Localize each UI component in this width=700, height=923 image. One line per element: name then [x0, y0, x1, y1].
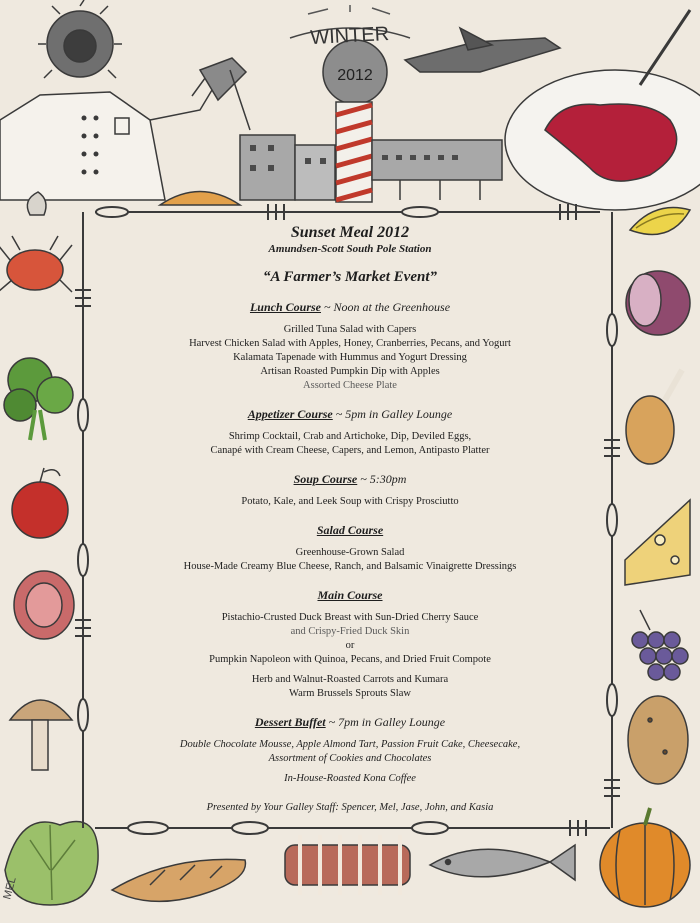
menu-item: Herb and Walnut-Roasted Carrots and Kumara — [251, 674, 449, 685]
course-heading — [95, 472, 605, 487]
menu-item: In-House-Roasted Kona Coffee — [284, 773, 416, 784]
crab-icon — [0, 236, 72, 292]
course-lunch — [95, 300, 605, 393]
potato-icon — [628, 696, 688, 784]
course-soup — [95, 472, 605, 509]
steak-icon — [14, 571, 74, 639]
menu-item: Pistachio-Crusted Duck Breast with Sun-Dried Cherry Sauce — [221, 612, 479, 623]
menu-item: Greenhouse-Grown Salad — [295, 547, 405, 558]
cheese-icon — [625, 500, 690, 585]
lettuce-icon — [5, 822, 98, 905]
course-main — [95, 588, 605, 701]
course-note: ~ Noon at the Greenhouse — [321, 300, 451, 314]
course-heading — [95, 588, 605, 603]
menu-item: House-Made Creamy Blue Cheese, Ranch, and Balsamic Vinaigrette Dressings — [183, 561, 517, 572]
menu-subtitle: Amundsen-Scott South Pole Station — [268, 243, 432, 255]
course-name: Main Course — [317, 588, 383, 602]
menu-item: Double Chocolate Mousse, Apple Almond Tart, Passion Fruit Cake, Cheesecake, — [179, 739, 521, 750]
course-note: ~ 5:30pm — [357, 472, 407, 486]
artist-signature: MEL — [1, 875, 19, 901]
fish-icon — [430, 845, 575, 880]
broccoli-icon — [4, 358, 73, 440]
menu-item: Pumpkin Napoleon with Quinoa, Pecans, and Dried Fruit Compote — [209, 654, 491, 665]
apple-icon — [12, 468, 68, 538]
mushroom-icon — [10, 700, 72, 770]
course-salad — [95, 523, 605, 574]
menu-item: Assorted Cheese Plate — [303, 380, 397, 391]
menu-item: Kalamata Tapenade with Hummus and Yogurt Dressing — [233, 352, 467, 363]
course-dessert — [95, 715, 605, 786]
chef-icon — [0, 0, 250, 200]
ribs-icon — [285, 835, 410, 895]
course-note: ~ 7pm in Galley Lounge — [325, 715, 446, 729]
menu-content — [95, 222, 605, 817]
menu-item: and Crispy-Fried Duck Skin — [290, 626, 410, 637]
menu-item: Grilled Tuna Salad with Capers — [283, 324, 417, 335]
course-name: Appetizer Course — [247, 407, 333, 421]
menu-item: Assortment of Cookies and Chocolates — [268, 753, 432, 764]
menu-title: Sunset Meal 2012 — [290, 224, 410, 241]
course-heading — [95, 407, 605, 422]
drumstick-icon — [626, 370, 682, 464]
grapes-icon — [632, 610, 688, 680]
course-name: Soup Course — [293, 472, 358, 486]
menu-item: Canapé with Cream Cheese, Capers, and Lemon, Antipasto Platter — [210, 445, 490, 456]
menu-item: Warm Brussels Sprouts Slaw — [289, 688, 411, 699]
baguette-icon — [112, 859, 245, 901]
menu-item: Potato, Kale, and Leek Soup with Crispy Prosciutto — [241, 496, 459, 507]
menu-item: Shrimp Cocktail, Crab and Artichoke, Dip, Deviled Eggs, — [228, 431, 472, 442]
course-heading — [95, 300, 605, 315]
lemon-icon — [630, 208, 690, 235]
menu-item: or — [345, 640, 355, 651]
menu-item: Artisan Roasted Pumpkin Dip with Apples — [260, 366, 440, 377]
course-heading — [95, 715, 605, 730]
presented-by: Presented by Your Galley Staff: Spencer, Mel, Jase, John, and Kasia — [206, 802, 494, 813]
course-name: Lunch Course — [249, 300, 321, 314]
winter-banner-text: WINTER — [309, 22, 390, 50]
pumpkin-icon — [600, 808, 690, 907]
menu-item: Harvest Chicken Salad with Apples, Honey, Cranberries, Pecans, and Yogurt — [189, 338, 511, 349]
event-name: “A Farmer’s Market Event” — [262, 269, 438, 285]
course-name: Salad Course — [316, 523, 384, 537]
airplane-icon — [405, 28, 560, 72]
course-name: Dessert Buffet — [254, 715, 326, 729]
course-heading — [95, 523, 605, 538]
course-appetizer — [95, 407, 605, 458]
onion-icon — [626, 271, 690, 335]
course-note: ~ 5pm in Galley Lounge — [332, 407, 453, 421]
globe-year-text: 2012 — [337, 67, 373, 84]
